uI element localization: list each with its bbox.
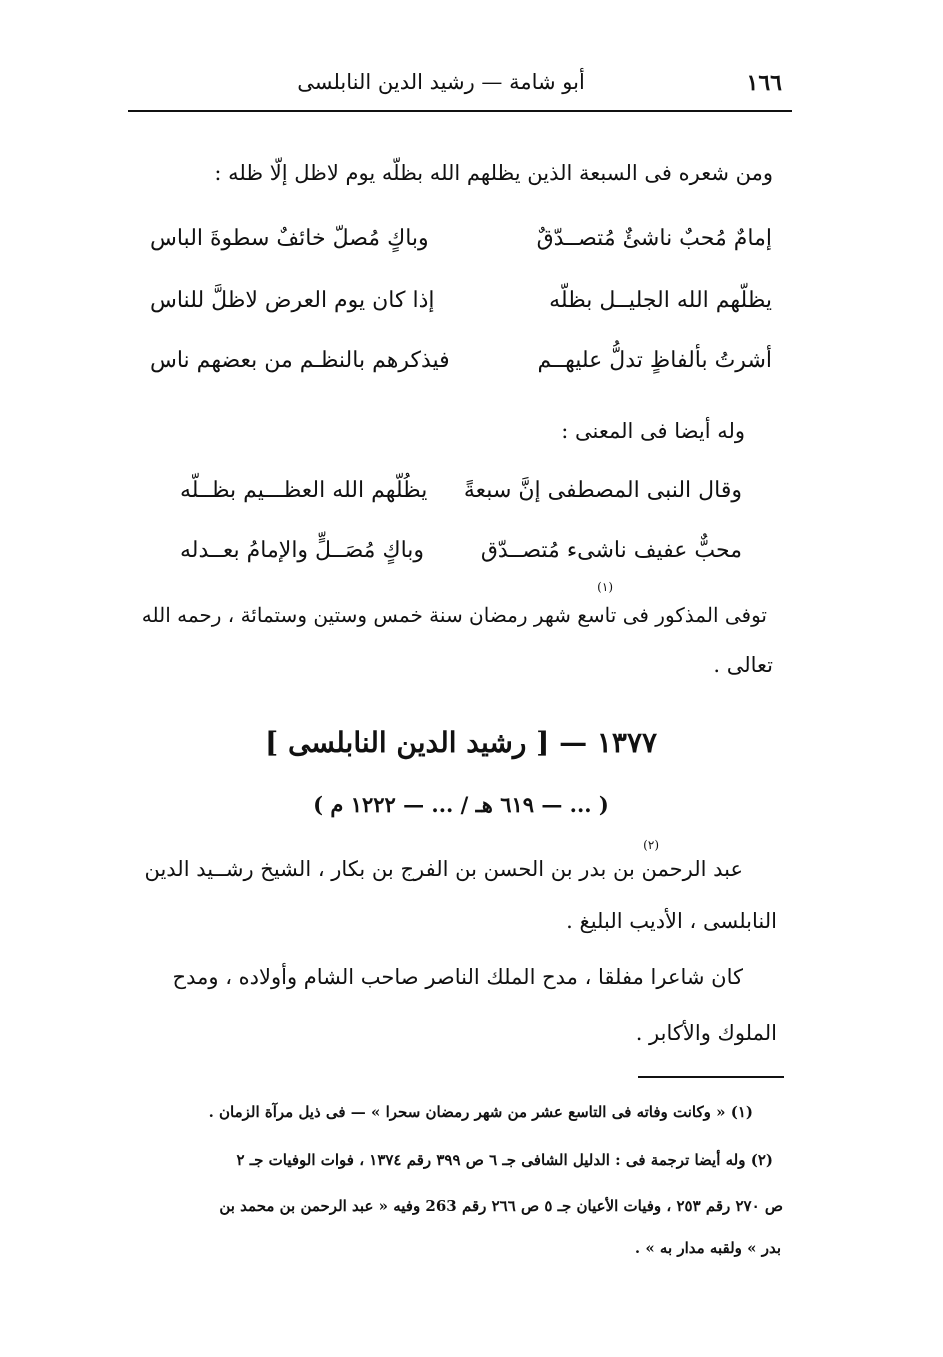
verse-hemistich-second: وباكٍ مُصَــلٍّ والإمامُ بعــدله xyxy=(180,538,425,563)
header-rule xyxy=(128,110,792,112)
footnote-text: « وكانت وفاته فى التاسع عشر من شهر رمضان سحرا » — فى ذيل مرآة الزمان . xyxy=(208,1103,726,1121)
verse-3 xyxy=(150,344,772,378)
entry-para1-line1: عبد الرحمن بن بدر بن الحسن بن الفرج بن بكار ، الشيخ رشــيد الدين xyxy=(144,857,743,881)
entry-para2-line1: كان شاعرا مفلقا ، مدح الملك الناصر صاحب الشام وأولاده ، ومدح xyxy=(172,965,743,989)
footnote-number: (١) xyxy=(730,1103,753,1121)
entry-para2-line2: الملوك والأكابر . xyxy=(635,1021,777,1045)
verse-1 xyxy=(150,222,772,256)
verse-2 xyxy=(150,284,772,318)
footnote-rule xyxy=(638,1076,784,1078)
death-note-line-1 xyxy=(142,600,767,630)
page-number: ١٦٦ xyxy=(746,70,782,96)
verse-hemistich-second: يظُلّهم الله العظـــيم بظــلّه xyxy=(180,478,428,503)
footnote-1 xyxy=(209,1100,753,1124)
death-note-line-2: تعالى . xyxy=(713,653,773,677)
footnote-2-line-1 xyxy=(237,1148,774,1172)
death-note-text: توفى المذكور فى تاسع شهر رمضان سنة خمس وستين وستمائة ، رحمه الله xyxy=(141,603,767,627)
footnote-number: (٢) xyxy=(750,1151,773,1169)
footnote-2-line-2: ص ٢٧٠ رقم ٢٥٣ ، وفيات الأعيان جـ ٥ ص ٢٦٦ رقم 263 وفيه « عبد الرحمن بن محمد بن xyxy=(219,1197,783,1215)
verse-hemistich-first: إمامٌ مُحبٌ ناشئٌ مُتصــدّقٌ xyxy=(536,226,772,251)
entry-dates: ( ... — ٦١٩ هـ / ... — ١٢٢٢ م ) xyxy=(313,792,609,817)
entry-para1-line2: النابلسى ، الأديب البليغ . xyxy=(566,909,777,933)
verse-hemistich-first: وقال النبى المصطفى إنَّ سبعةً xyxy=(463,478,742,503)
poem2-intro: وله أيضا فى المعنى : xyxy=(561,419,745,443)
intro-line: ومن شعره فى السبعة الذين يظلهم الله بظلّه يوم لاظل إلّا ظله : xyxy=(214,161,773,185)
verse-hemistich-second: إذا كان يوم العرض لاظلَّ للناس xyxy=(150,288,435,313)
verse-hemistich-first: أشرتُ بألفاظٍ تدلُّ عليهــم xyxy=(537,348,772,373)
verse-5 xyxy=(180,534,742,568)
verse-hemistich-first: محبٌّ عفيف ناشىء مُتصــدّق xyxy=(480,538,742,563)
running-title: أبو شامة — رشيد الدين النابلسى xyxy=(297,70,585,94)
footnote-ref-1: (١) xyxy=(597,580,613,594)
verse-hemistich-second: فيذكرهم بالنظـم من بعضهم ناس xyxy=(150,348,450,373)
footnote-ref-2: (٢) xyxy=(643,838,659,852)
verse-hemistich-first: يظلّهم الله الجليــل بظلّه xyxy=(549,288,772,313)
footnote-2-line-3: بدر » ولقبه مدار به » . xyxy=(634,1239,781,1257)
verse-4 xyxy=(180,474,742,508)
footnote-text: وله أيضا ترجمة فى : الدليل الشافى جـ ٦ ص ٣٩٩ رقم ١٣٧٤ ، فوات الوفيات جـ ٢ xyxy=(236,1151,746,1169)
running-head xyxy=(130,66,792,106)
entry-heading: ١٣٧٧ — [ رشيد الدين النابلسى ] xyxy=(264,726,658,759)
verse-hemistich-second: وباكٍ مُصلّ خائفٌ سطوةَ الباس xyxy=(150,226,429,251)
